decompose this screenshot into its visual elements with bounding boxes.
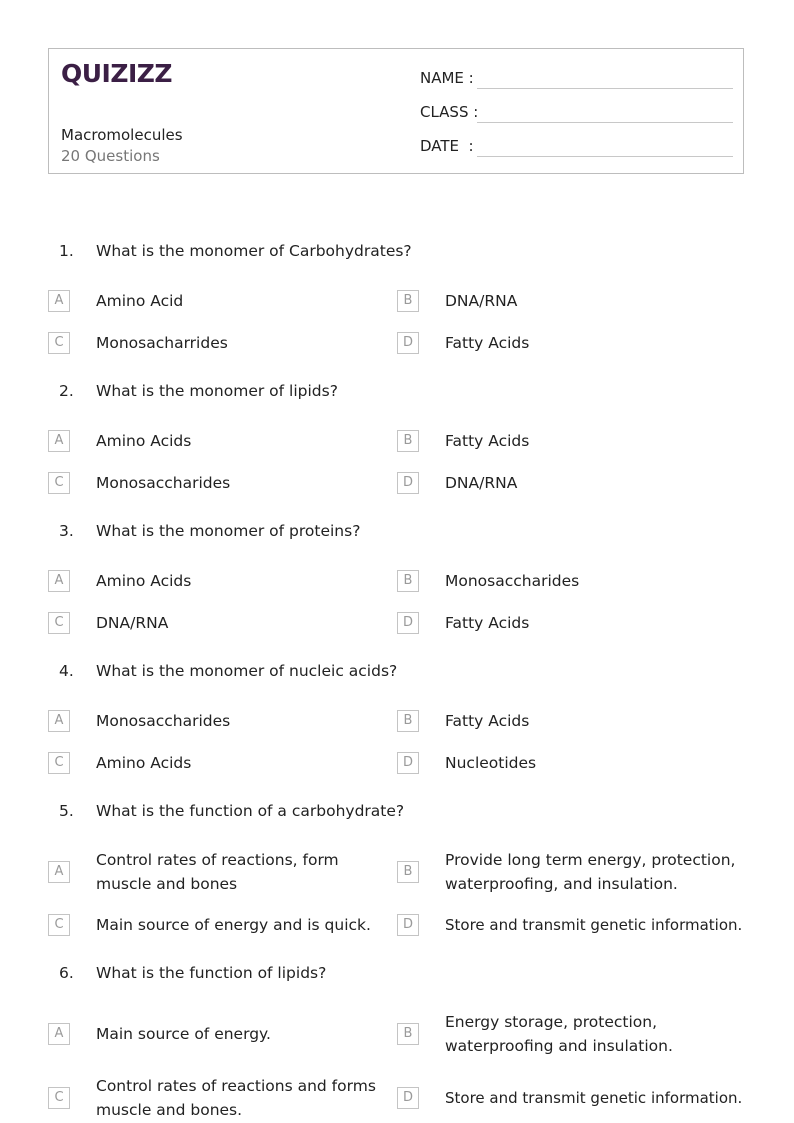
option-box[interactable]: B [397,430,419,452]
option-text: Fatty Acids [445,712,530,730]
option-text: Control rates of reactions and forms muscle and bones. [96,1077,376,1119]
question-number: 1. [59,242,74,260]
option-box[interactable]: C [48,752,70,774]
question-count: 20 Questions [61,147,160,165]
question-number: 3. [59,522,74,540]
option-box[interactable]: D [397,914,419,936]
option-text: Store and transmit genetic information. [445,1089,743,1107]
option-text: Main source of energy and is quick. [96,916,371,934]
option-box[interactable]: B [397,570,419,592]
option-text: Monosaccharides [445,572,580,590]
option-text: Control rates of reactions, form muscle and bones [96,851,339,893]
name-label: NAME : [420,69,474,87]
option-text: DNA/RNA [96,614,169,632]
question-text: What is the monomer of Carbohydrates? [96,242,412,260]
class-line[interactable] [477,122,733,123]
option-box[interactable]: A [48,290,70,312]
question-text: What is the function of a carbohydrate? [96,802,405,820]
option-box[interactable]: D [397,752,419,774]
option-text: Monosacharrides [96,334,228,352]
quizizz-logo: QUIZIZZ [61,59,173,88]
date-line[interactable] [477,156,733,157]
question-number: 4. [59,662,74,680]
option-box[interactable]: C [48,612,70,634]
question-number: 5. [59,802,74,820]
option-text: Nucleotides [445,754,537,772]
question-text: What is the monomer of proteins? [96,522,361,540]
option-text: Store and transmit genetic information. [445,916,743,934]
option-text: Amino Acids [96,754,192,772]
option-text: Monosaccharides [96,712,231,730]
question-number: 2. [59,382,74,400]
option-text: DNA/RNA [445,292,518,310]
question-text: What is the monomer of lipids? [96,382,338,400]
option-text: Fatty Acids [445,432,530,450]
worksheet-title: Macromolecules [61,126,183,144]
option-text: Monosaccharides [96,474,231,492]
option-text: Fatty Acids [445,334,530,352]
option-text: Amino Acid [96,292,184,310]
option-box[interactable]: A [48,710,70,732]
option-box[interactable]: A [48,861,70,883]
name-line[interactable] [477,88,733,89]
date-label: DATE : [420,137,474,155]
option-text: DNA/RNA [445,474,518,492]
option-text: Energy storage, protection, waterproofing and insulation. [445,1013,673,1055]
option-box[interactable]: B [397,710,419,732]
option-box[interactable]: A [48,570,70,592]
option-box[interactable]: C [48,472,70,494]
option-box[interactable]: C [48,332,70,354]
option-box[interactable]: D [397,472,419,494]
option-text: Amino Acids [96,572,192,590]
question-text: What is the monomer of nucleic acids? [96,662,398,680]
option-box[interactable]: B [397,290,419,312]
option-box[interactable]: D [397,612,419,634]
option-box[interactable]: D [397,1087,419,1109]
option-box[interactable]: C [48,1087,70,1109]
option-text: Amino Acids [96,432,192,450]
question-number: 6. [59,964,74,982]
question-text: What is the function of lipids? [96,964,327,982]
option-box[interactable]: C [48,914,70,936]
class-label: CLASS : [420,103,479,121]
option-box[interactable]: D [397,332,419,354]
option-box[interactable]: A [48,430,70,452]
option-text: Main source of energy. [96,1025,271,1043]
option-box[interactable]: A [48,1023,70,1045]
option-box[interactable]: B [397,861,419,883]
option-text: Fatty Acids [445,614,530,632]
worksheet-header [48,48,744,174]
option-text: Provide long term energy, protection, waterproofing, and insulation. [445,851,736,893]
option-box[interactable]: B [397,1023,419,1045]
